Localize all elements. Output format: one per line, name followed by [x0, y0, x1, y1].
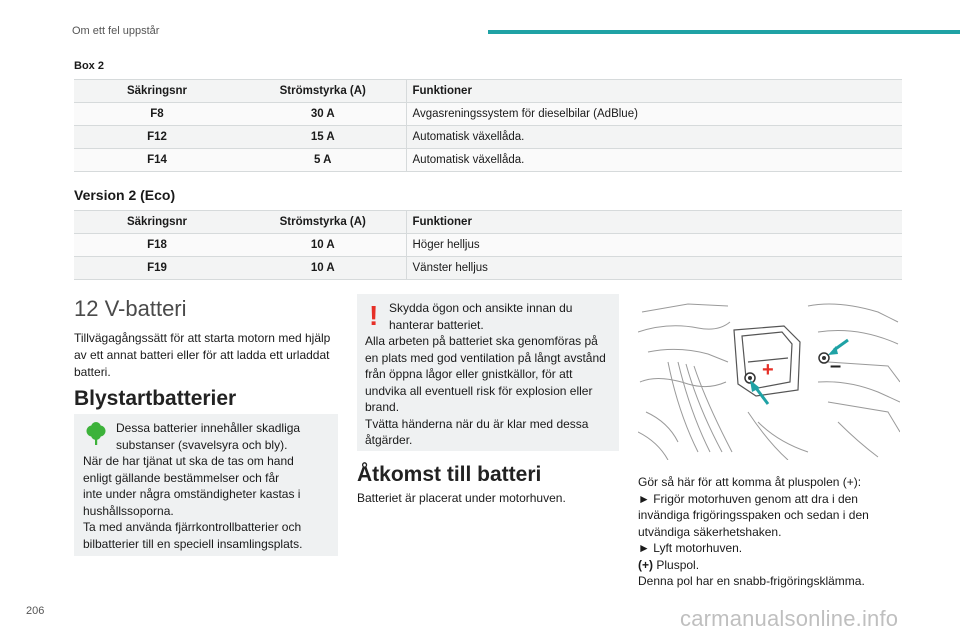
eco-note-line: inte under några omständigheter kastas i: [83, 487, 301, 501]
warning-note-line: från öppna lågor eller gnistkällor, för att: [365, 367, 573, 381]
column-header: Strömstyrka (A): [240, 211, 406, 234]
battery-intro-text: Tillvägagångssätt för att starta motorn med hjälp av ett annat batteri eller för att ladda ett urladdat batteri.: [74, 331, 331, 379]
instruction-line: ► Lyft motorhuven.: [638, 541, 743, 555]
fuse-number: F12: [74, 126, 240, 149]
leaf-eco-icon: [84, 422, 108, 446]
page-number: 206: [26, 605, 45, 617]
fuse-number: F18: [74, 234, 240, 257]
fuse-amperage: 30 A: [240, 103, 406, 126]
warning-note-line: brand.: [365, 400, 400, 414]
column-header: Funktioner: [406, 80, 902, 103]
box2-fuse-table: [74, 79, 902, 172]
plus-pole-text: Pluspol.: [656, 557, 700, 572]
fuse-function: Automatisk växellåda.: [406, 126, 902, 149]
warning-note-line: Skydda ögon och ansikte innan du: [389, 301, 573, 315]
eco-note-line: bilbatterier till en speciell insamlingsplats.: [83, 536, 303, 551]
eco-note-line: hushållssoporna.: [83, 503, 174, 518]
column-header: Säkringsnr: [74, 211, 240, 234]
access-section-text: Batteriet är placerat under motorhuven.: [357, 491, 566, 505]
instruction-line: invändiga frigöringsspaken och sedan i den: [638, 508, 869, 522]
fuse-number: F8: [74, 103, 240, 126]
watermark: carmanualsonline.info: [680, 606, 899, 631]
table-row: [74, 126, 902, 149]
plus-pole-label: (+): [638, 557, 653, 572]
warning-note-line: åtgärder.: [365, 433, 413, 447]
warning-note-box: [357, 294, 619, 451]
table-row: [74, 149, 902, 172]
eco-note-line: enligt gällande bestämmelser och får: [83, 470, 280, 485]
table-row: [74, 257, 902, 280]
instruction-line: ► Frigör motorhuven genom att dra i den: [638, 491, 858, 506]
fuse-function: Höger helljus: [406, 234, 902, 257]
running-header: Om ett fel uppstår: [72, 25, 160, 37]
table-row: [74, 234, 902, 257]
table-header-row: [74, 211, 902, 234]
header-accent-bar: [488, 30, 960, 34]
column-header: Strömstyrka (A): [240, 80, 406, 103]
fuse-amperage: 10 A: [240, 234, 406, 257]
box2-label: Box 2: [74, 60, 104, 72]
fuse-number: F19: [74, 257, 240, 280]
fuse-amperage: 15 A: [240, 126, 406, 149]
warning-note-line: Alla arbeten på batteriet ska genomföras på: [365, 334, 598, 348]
fuse-function: Vänster helljus: [406, 257, 902, 280]
instructions-block: [638, 474, 908, 590]
warning-note-line: undvika all eventuell risk för explosion eller: [365, 383, 593, 398]
table-row: [74, 103, 902, 126]
engine-bay-illustration: [638, 292, 900, 460]
warning-note-line: en plats med god ventilation på långt avstånd: [365, 350, 606, 365]
fuse-amperage: 5 A: [240, 149, 406, 172]
column-header: Säkringsnr: [74, 80, 240, 103]
fuse-number: F14: [74, 149, 240, 172]
instruction-line: [638, 557, 908, 574]
column-header: Funktioner: [406, 211, 902, 234]
eco-note-box: [74, 414, 338, 556]
warning-note-line: Tvätta händerna när du är klar med dessa: [365, 416, 589, 431]
eco-note-line: Ta med använda fjärrkontrollbatterier och: [83, 520, 302, 534]
instruction-line: utvändiga säkerhetshaken.: [638, 524, 782, 539]
eco-note-line: Dessa batterier innehåller skadliga: [116, 421, 301, 435]
eco-note-line: substanser (svavelsyra och bly).: [116, 437, 288, 452]
access-section-title: Åtkomst till batteri: [357, 463, 542, 486]
fuse-amperage: 10 A: [240, 257, 406, 280]
minus-terminal-label: –: [830, 355, 842, 377]
exclamation-warning-icon: !: [369, 300, 379, 331]
instruction-line: Denna pol har en snabb-frigöringsklämma.: [638, 574, 865, 588]
fuse-function: Automatisk växellåda.: [406, 149, 902, 172]
warning-note-line: hanterar batteriet.: [389, 317, 484, 332]
version2-fuse-table: [74, 210, 902, 280]
instruction-line: Gör så här för att komma åt pluspolen (+):: [638, 475, 862, 489]
table-header-row: [74, 80, 902, 103]
boost-section-title: Blystartbatterier: [74, 387, 237, 410]
eco-note-line: När de har tjänat ut ska de tas om hand: [83, 454, 294, 468]
version2-heading: Version 2 (Eco): [74, 187, 176, 203]
plus-terminal-label: +: [762, 359, 774, 381]
battery-section-title: 12 V-batteri: [74, 296, 187, 321]
fuse-function: Avgasreningssystem för dieselbilar (AdBlue): [406, 103, 902, 126]
